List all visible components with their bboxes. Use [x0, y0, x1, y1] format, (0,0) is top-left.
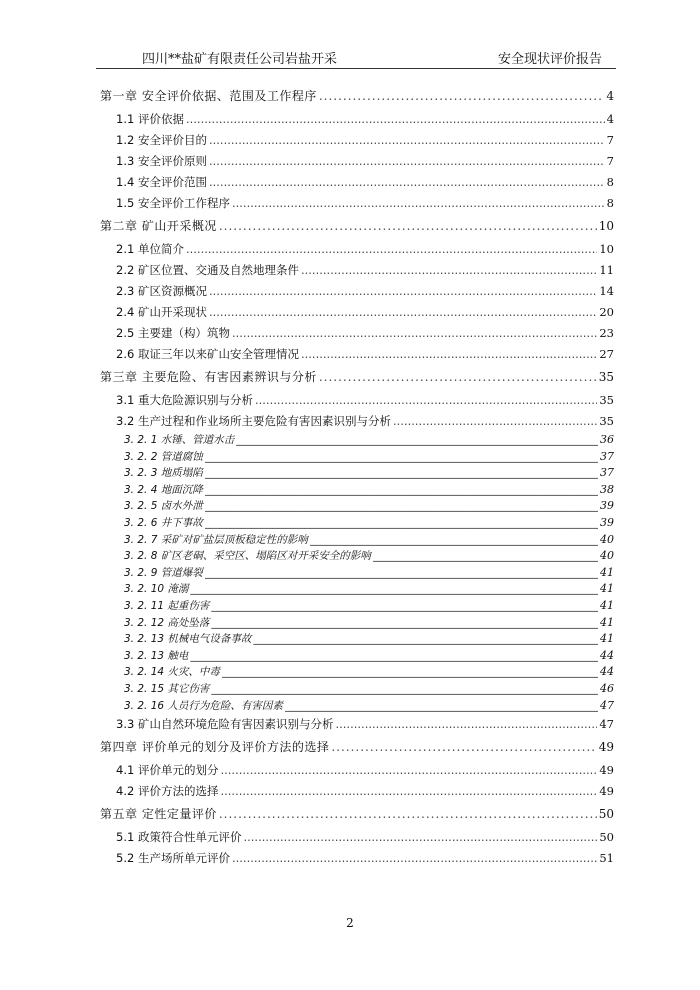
toc-entry-title: 1.1 评价依据	[116, 112, 184, 126]
toc-dot-leader	[393, 411, 597, 432]
toc-subsection-entry[interactable]	[100, 631, 614, 648]
toc-entry-page: 7	[606, 133, 614, 147]
toc-dot-leader	[310, 532, 598, 549]
toc-entry-title: 5.2 生产场所单元评价	[116, 851, 230, 866]
toc-subsection-entry[interactable]	[100, 664, 614, 681]
toc-dot-leader	[253, 631, 598, 648]
toc-chapter-entry[interactable]	[100, 802, 614, 827]
page-header	[96, 46, 616, 69]
toc-dot-leader	[190, 581, 598, 598]
toc-entry-title: 3. 2. 9 管道爆裂	[124, 566, 203, 579]
toc-dot-leader	[205, 498, 598, 515]
toc-entry-page: 41	[600, 632, 614, 646]
toc-section-entry[interactable]	[100, 151, 614, 172]
toc-dot-leader	[232, 848, 597, 869]
toc-dot-leader	[211, 615, 598, 632]
toc-entry-title: 3. 2. 11 起重伤害	[124, 599, 210, 612]
toc-section-entry[interactable]	[100, 827, 614, 848]
toc-entry-page: 41	[600, 615, 614, 629]
toc-section-entry[interactable]	[100, 193, 614, 214]
toc-entry-title: 5.1 政策符合性单元评价	[116, 830, 242, 845]
toc-dot-leader	[220, 781, 597, 802]
toc-subsection-entry[interactable]	[100, 515, 614, 532]
toc-entry-title: 3. 2. 4 地面沉降	[124, 483, 203, 496]
toc-dot-leader	[205, 515, 598, 532]
toc-entry-page: 51	[599, 851, 614, 866]
toc-dot-leader	[373, 548, 598, 565]
toc-entry-title: 1.5 安全评价工作程序	[116, 196, 230, 210]
toc-dot-leader	[190, 648, 598, 665]
toc-dot-leader	[205, 449, 598, 466]
toc-section-entry[interactable]	[100, 260, 614, 281]
toc-entry-title: 3. 2. 8 矿区老硐、采空区、塌陷区对开采安全的影响	[124, 550, 371, 563]
toc-entry-page: 20	[599, 305, 614, 319]
header-report-title: 安全现状评价报告	[497, 52, 602, 67]
toc-entry-title: 3. 2. 1 水锤、管道水击	[124, 434, 235, 446]
toc-section-entry[interactable]	[100, 172, 614, 193]
toc-entry-page: 4	[606, 89, 614, 103]
toc-section-entry[interactable]	[100, 760, 614, 781]
toc-dot-leader	[222, 664, 598, 681]
toc-entry-title: 第五章 定性定量评价	[100, 807, 217, 822]
toc-chapter-entry[interactable]	[100, 365, 614, 390]
toc-dot-leader	[209, 281, 597, 302]
toc-entry-page: 47	[599, 717, 614, 732]
toc-dot-leader	[209, 302, 597, 323]
toc-entry-page: 4	[606, 112, 614, 126]
toc-entry-title: 1.4 安全评价范围	[116, 175, 207, 189]
toc-entry-page: 49	[599, 784, 614, 799]
toc-section-entry[interactable]	[100, 109, 614, 130]
toc-dot-leader	[211, 681, 598, 698]
toc-entry-title: 2.5 主要建（构）筑物	[116, 326, 230, 340]
toc-entry-page: 10	[599, 242, 614, 256]
toc-entry-title: 2.4 矿山开采现状	[116, 305, 207, 319]
toc-dot-leader	[331, 735, 596, 760]
toc-entry-page: 14	[599, 284, 614, 298]
toc-subsection-entry[interactable]	[100, 449, 614, 466]
toc-entry-page: 39	[600, 499, 614, 513]
toc-subsection-entry[interactable]	[100, 432, 614, 449]
toc-subsection-entry[interactable]	[100, 615, 614, 632]
toc-entry-page: 50	[599, 830, 614, 845]
toc-subsection-entry[interactable]	[100, 598, 614, 615]
toc-entry-page: 27	[599, 347, 614, 361]
toc-entry-page: 40	[600, 549, 614, 563]
toc-dot-leader	[335, 714, 597, 735]
toc-section-entry[interactable]	[100, 281, 614, 302]
toc-entry-page: 44	[600, 648, 614, 662]
toc-entry-title: 2.1 单位简介	[116, 242, 184, 256]
toc-entry-page: 44	[600, 665, 614, 679]
toc-entry-title: 2.3 矿区资源概况	[116, 284, 207, 298]
toc-entry-page: 37	[600, 449, 614, 463]
toc-entry-page: 8	[606, 175, 614, 189]
toc-entry-page: 47	[600, 698, 614, 712]
toc-entry-page: 49	[598, 740, 614, 755]
toc-entry-title: 3.1 重大危险源识别与分析	[116, 393, 253, 407]
toc-subsection-entry[interactable]	[100, 482, 614, 499]
toc-section-entry[interactable]	[100, 390, 614, 411]
toc-chapter-entry[interactable]	[100, 735, 614, 760]
toc-entry-page: 49	[599, 763, 614, 778]
toc-subsection-entry[interactable]	[100, 681, 614, 698]
toc-entry-title: 3. 2. 13 机械电气设备事故	[124, 633, 252, 646]
toc-dot-leader	[255, 390, 597, 411]
toc-dot-leader	[219, 802, 597, 827]
toc-entry-title: 2.2 矿区位置、交通及自然地理条件	[116, 263, 299, 277]
toc-entry-page: 7	[606, 154, 614, 168]
toc-entry-page: 41	[600, 582, 614, 596]
toc-dot-leader	[236, 432, 598, 449]
toc-entry-page: 46	[600, 681, 614, 695]
toc-entry-page: 39	[600, 515, 614, 529]
toc-subsection-entry[interactable]	[100, 548, 614, 565]
toc-entry-title: 3.3 矿山自然环境危险有害因素识别与分析	[116, 717, 334, 732]
toc-entry-title: 3. 2. 7 采矿对矿盐层顶板稳定性的影响	[124, 533, 308, 546]
header-company: 四川**盐矿有限责任公司岩盐开采	[142, 52, 338, 67]
toc-dot-leader	[301, 260, 597, 281]
toc-entry-title: 3. 2. 3 地质塌陷	[124, 467, 203, 480]
toc-entry-title: 4.2 评价方法的选择	[116, 784, 219, 799]
toc-entry-page: 36	[600, 433, 614, 446]
toc-entry-page: 10	[598, 219, 614, 233]
toc-entry-title: 3. 2. 15 其它伤害	[124, 682, 210, 695]
toc-entry-page: 8	[606, 196, 614, 210]
toc-section-entry[interactable]	[100, 411, 614, 432]
toc-subsection-entry[interactable]	[100, 698, 614, 715]
toc-subsection-entry[interactable]	[100, 465, 614, 482]
toc-entry-page: 35	[598, 370, 614, 384]
toc-subsection-entry[interactable]	[100, 498, 614, 515]
toc-dot-leader	[319, 365, 597, 390]
toc-entry-title: 3. 2. 16 人员行为危险、有害因素	[124, 699, 283, 712]
toc-dot-leader	[209, 172, 605, 193]
toc-section-entry[interactable]	[100, 344, 614, 365]
toc-dot-leader	[186, 239, 597, 260]
toc-section-entry[interactable]	[100, 848, 614, 869]
toc-entry-title: 3. 2. 14 火灾、中毒	[124, 666, 220, 679]
toc-entry-page: 50	[598, 807, 614, 822]
toc-entry-page: 40	[600, 532, 614, 546]
toc-subsection-entry[interactable]	[100, 565, 614, 582]
toc-entry-title: 3. 2. 12 高处坠落	[124, 616, 210, 629]
toc-chapter-entry[interactable]	[100, 214, 614, 239]
toc-dot-leader	[232, 193, 605, 214]
toc-dot-leader	[220, 760, 597, 781]
toc-entry-title: 1.2 安全评价目的	[116, 133, 207, 147]
toc-entry-page: 11	[599, 263, 614, 277]
toc-section-entry[interactable]	[100, 714, 614, 735]
toc-entry-page: 37	[600, 466, 614, 480]
toc-entry-title: 4.1 评价单元的划分	[116, 763, 219, 778]
toc-dot-leader	[232, 323, 597, 344]
toc-subsection-entry[interactable]	[100, 532, 614, 549]
toc-entry-title: 2.6 取证三年以来矿山安全管理情况	[116, 347, 299, 361]
toc-dot-leader	[209, 151, 605, 172]
toc-dot-leader	[219, 214, 597, 239]
toc-entry-title: 3. 2. 6 井下事故	[124, 516, 203, 529]
toc-section-entry[interactable]	[100, 323, 614, 344]
toc-entry-title: 1.3 安全评价原则	[116, 154, 207, 168]
toc-dot-leader	[319, 84, 605, 109]
toc-dot-leader	[285, 698, 598, 715]
toc-section-entry[interactable]	[100, 239, 614, 260]
toc-dot-leader	[243, 827, 597, 848]
toc-entry-page: 35	[599, 393, 614, 407]
toc-dot-leader	[209, 130, 605, 151]
table-of-contents	[100, 84, 614, 869]
toc-entry-title: 第三章 主要危险、有害因素辨识与分析	[100, 370, 317, 384]
toc-entry-page: 23	[599, 326, 614, 340]
page-number: 2	[346, 916, 354, 930]
toc-entry-page: 41	[600, 598, 614, 612]
toc-entry-title: 3. 2. 10 淹溺	[124, 583, 189, 596]
toc-entry-title: 第二章 矿山开采概况	[100, 219, 217, 233]
toc-section-entry[interactable]	[100, 130, 614, 151]
toc-entry-title: 第四章 评价单元的划分及评价方法的选择	[100, 740, 330, 755]
toc-dot-leader	[301, 344, 597, 365]
toc-entry-title: 3. 2. 5 卤水外泄	[124, 500, 203, 513]
toc-entry-page: 35	[599, 414, 614, 428]
toc-entry-page: 41	[600, 565, 614, 579]
toc-subsection-entry[interactable]	[100, 581, 614, 598]
toc-dot-leader	[211, 598, 598, 615]
toc-chapter-entry[interactable]	[100, 84, 614, 109]
toc-subsection-entry[interactable]	[100, 648, 614, 665]
toc-section-entry[interactable]	[100, 781, 614, 802]
toc-entry-page: 38	[600, 482, 614, 496]
toc-dot-leader	[205, 565, 598, 582]
toc-dot-leader	[205, 465, 598, 482]
toc-entry-title: 3. 2. 2 管道腐蚀	[124, 450, 203, 463]
toc-entry-title: 第一章 安全评价依据、范围及工作程序	[100, 89, 317, 103]
toc-section-entry[interactable]	[100, 302, 614, 323]
toc-dot-leader	[186, 109, 605, 130]
toc-dot-leader	[205, 482, 598, 499]
toc-entry-title: 3. 2. 13 触电	[124, 649, 189, 662]
toc-entry-title: 3.2 生产过程和作业场所主要危险有害因素识别与分析	[116, 414, 391, 428]
